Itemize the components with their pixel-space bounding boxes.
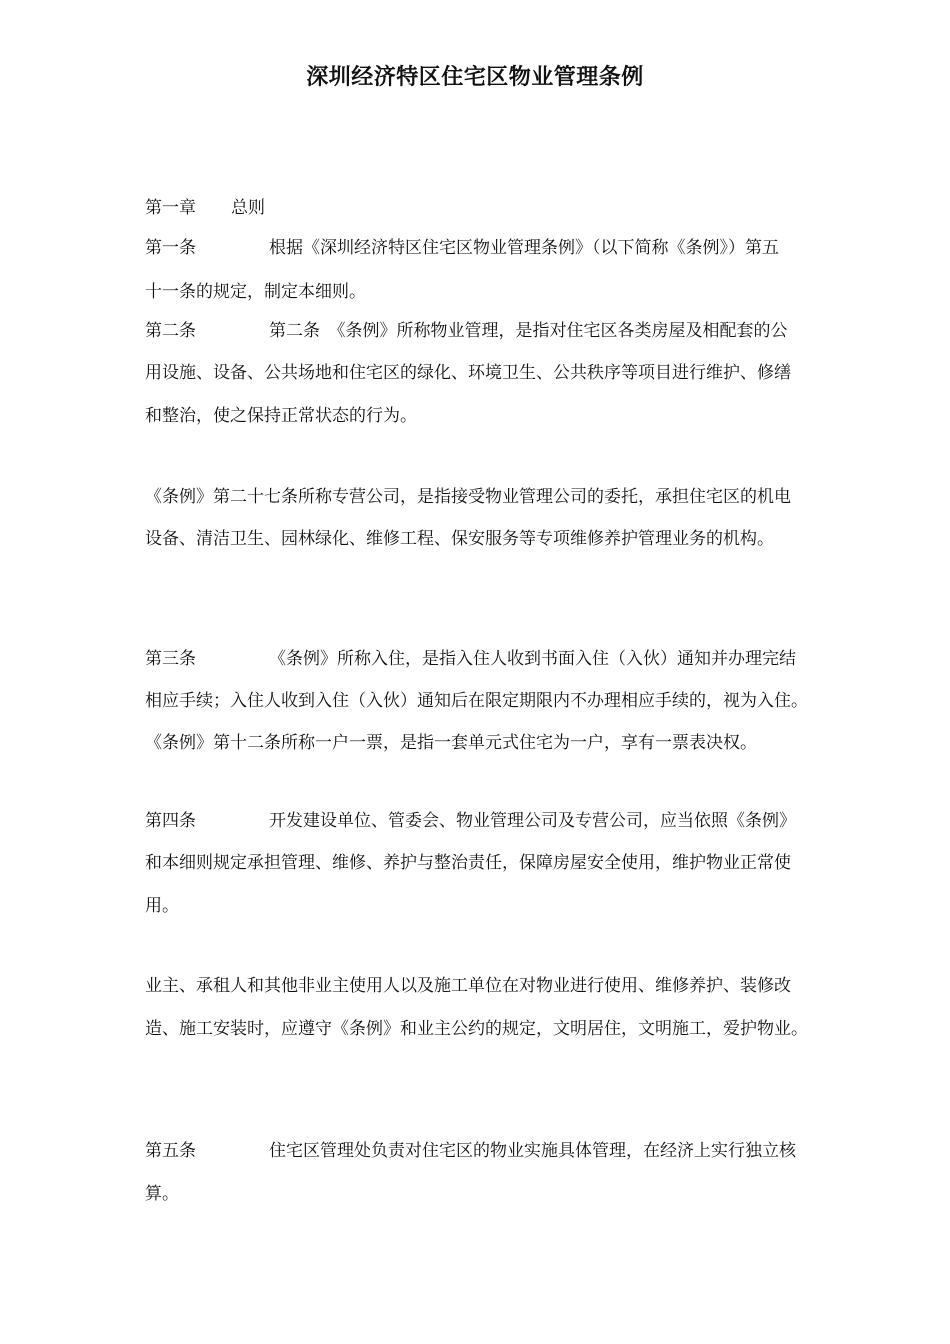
article-4-label: 第四条 — [145, 811, 196, 831]
article-5-line-2: 算。 — [145, 1184, 179, 1204]
article-1-line-1 — [145, 237, 779, 259]
paragraph-b-line-1: 业主、承租人和其他非业主使用人以及施工单位在对物业进行使用、维修养护、装修改 — [145, 976, 791, 996]
article-5-line-1 — [145, 1140, 796, 1162]
article-4-line-1 — [145, 810, 796, 832]
article-1-line-2: 十一条的规定，制定本细则。 — [145, 282, 366, 302]
article-3-text-1: 《条例》所称入住，是指入住人收到书面入住（入伙）通知并办理完结 — [269, 649, 796, 669]
article-2-text-1: 第二条 《条例》所称物业管理，是指对住宅区各类房屋及相配套的公 — [269, 321, 788, 341]
article-1-label: 第一条 — [145, 238, 196, 258]
chapter-name: 总则 — [231, 198, 265, 218]
article-4-text-1: 开发建设单位、管委会、物业管理公司及专营公司，应当依照《条例》 — [269, 811, 796, 831]
article-3-line-2: 相应手续；入住人收到入住（入伙）通知后在限定期限内不办理相应手续的，视为入住。 — [145, 691, 808, 711]
article-2-line-1 — [145, 320, 788, 342]
paragraph-b-line-2: 造、施工安装时，应遵守《条例》和业主公约的规定，文明居住，文明施工，爱护物业。 — [145, 1019, 808, 1039]
article-4-line-3: 用。 — [145, 896, 179, 916]
article-5-label: 第五条 — [145, 1141, 196, 1161]
article-2-line-3: 和整治，使之保持正常状态的行为。 — [145, 406, 417, 426]
article-4-line-2: 和本细则规定承担管理、维修、养护与整治责任，保障房屋安全使用，维护物业正常使 — [145, 853, 791, 873]
chapter-label: 第一章 — [145, 198, 196, 218]
article-3-label: 第三条 — [145, 649, 196, 669]
article-3-line-1 — [145, 648, 796, 670]
article-5-text-1: 住宅区管理处负责对住宅区的物业实施具体管理，在经济上实行独立核 — [269, 1141, 796, 1161]
article-2-line-2: 用设施、设备、公共场地和住宅区的绿化、环境卫生、公共秩序等项目进行维护、修缮 — [145, 363, 791, 383]
paragraph-a-line-1: 《条例》第二十七条所称专营公司，是指接受物业管理公司的委托，承担住宅区的机电 — [145, 487, 791, 507]
article-3-line-3: 《条例》第十二条所称一户一票，是指一套单元式住宅为一户，享有一票表决权。 — [145, 733, 757, 753]
document-title: 深圳经济特区住宅区物业管理条例 — [306, 65, 644, 90]
article-2-label: 第二条 — [145, 321, 196, 341]
article-1-text-1: 根据《深圳经济特区住宅区物业管理条例》（以下简称《条例》）第五 — [269, 238, 779, 258]
paragraph-a-line-2: 设备、清洁卫生、园林绿化、维修工程、保安服务等专项维修养护管理业务的机构。 — [145, 529, 774, 549]
chapter-heading — [145, 197, 265, 219]
